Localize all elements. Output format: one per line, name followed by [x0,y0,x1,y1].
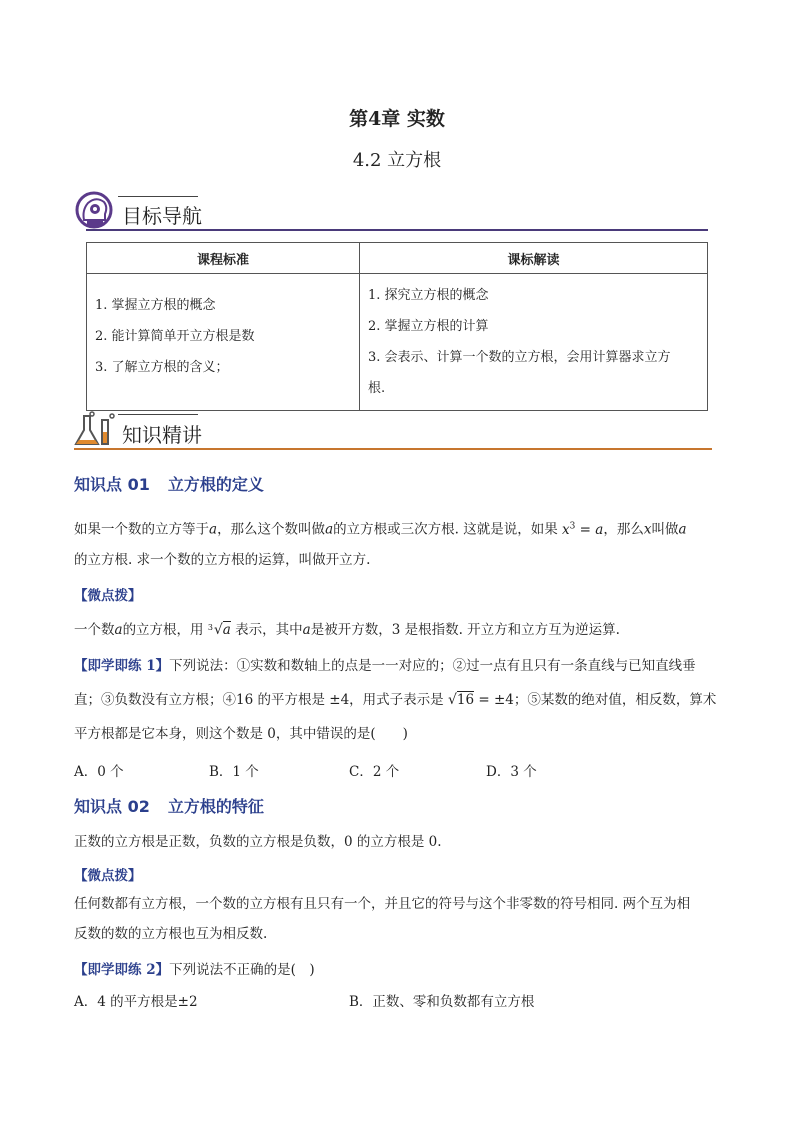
text: 直；③负数没有立方根；④16 的平方根是 ±4，用式子表示是 [74,692,444,708]
cube-root-symbol: 3 √a [208,614,231,646]
kp2-tip-label: 【微点拨】 [74,868,142,884]
kp2-label: 知识点 02 [74,797,150,816]
kp1-exercise-line3: 平方根都是它本身，则这个数是 0，其中错误的是( ) [74,726,408,742]
knowledge-banner-icon [72,410,118,448]
kp1-option-d[interactable]: D．3 个 [486,764,537,780]
knowledge-banner-rule [74,448,712,450]
kp1-definition-line1 [74,510,722,546]
goals-header-standard: 课程标准 [87,243,360,274]
text: 下列说法不正确的是( ) [169,962,315,978]
goals-table [86,242,708,411]
math-index: 3 [207,623,213,632]
goals-left-item: 1. 掌握立方根的概念 [95,298,216,313]
goals-right-item: 1. 探究立方根的概念 [368,288,489,303]
chapter-title: 第4章 实数 [349,108,445,130]
goals-right-item: 3. 会表示、计算一个数的立方根，会用计算器求立方 [368,350,671,365]
knowledge-banner-topline [118,414,198,415]
kp1-heading [74,472,264,495]
kp1-option-c[interactable]: C．2 个 [349,764,400,780]
goals-left-item: 2. 能计算简单开立方根是数 [95,329,255,344]
kp2-heading [74,794,264,817]
math-radicand: a [222,622,231,638]
kp1-exercise-line1 [74,650,722,682]
knowledge-banner-title: 知识精讲 [122,423,202,447]
text: 的立方根或三次方根. 这就是说，如果 [333,521,558,538]
kp1-title: 立方根的定义 [167,475,264,494]
goals-banner-topline [118,196,198,197]
math-a: a [678,521,687,538]
flask-icon [72,410,118,448]
kp2-option-a[interactable]: A．4 的平方根是±2 [74,994,198,1010]
math-x: x [643,521,652,538]
text: 是被开方数，3 是根指数. 开立方和立方互为逆运算. [310,622,620,638]
text: 如果一个数的立方等于 [74,521,209,538]
kp1-definition-line2: 的立方根. 求一个数的立方根的运算，叫做开立方. [74,552,371,568]
kp1-exercise-line2 [74,684,722,716]
math-a: a [302,622,311,638]
kp2-text: 正数的立方根是正数，负数的立方根是负数，0 的立方根是 0. [74,834,442,850]
math-a: a [325,521,334,538]
brain-head-icon [74,190,116,232]
goals-banner-icon [74,190,116,232]
kp2-option-b[interactable]: B．正数、零和负数都有立方根 [349,994,535,1010]
math-eq: = a [575,521,604,538]
kp2-tip-line1: 任何数都有立方根，一个数的立方根有且只有一个，并且它的符号与这个非零数的符号相同. 两个互为相 [74,896,691,912]
math-exp: 3 [569,521,576,531]
goals-right-cell [360,274,708,411]
text: ，那么 [603,521,644,538]
section-title: 4.2 立方根 [352,150,442,171]
text: ，那么这个数叫做 [217,521,326,538]
formula-x-cubed [562,522,603,538]
kp2-tip-line2: 反数的数的立方根也互为相反数. [74,926,268,942]
text: 叫做 [651,521,679,538]
kp1-label: 知识点 01 [74,475,150,494]
exercise-tag: 【即学即练 1】 [74,658,170,674]
goals-right-item: 2. 掌握立方根的计算 [368,319,489,334]
kp2-exercise [74,954,722,986]
math-eq: = ±4 [474,692,514,708]
kp2-title: 立方根的特征 [167,797,264,816]
goals-banner-rule [86,229,708,231]
text: ；⑤某数的绝对值，相反数，算术 [513,692,717,708]
text: 下列说法：①实数和数轴上的点是一一对应的；②过一点有且只有一条直线与已知直线垂 [169,658,696,674]
goals-left-item: 3. 了解立方根的含义； [95,360,229,375]
text: 一个数 [74,622,115,638]
goals-banner-title: 目标导航 [122,204,202,228]
goals-left-cell [87,274,360,411]
kp1-tip-text [74,614,722,646]
math-a: a [209,521,218,538]
math-radicand: 16 [456,692,475,708]
math-a: a [114,622,123,638]
goals-right-item: 根. [368,381,386,396]
exercise-tag: 【即学即练 2】 [74,962,170,978]
sqrt-16: √16 = ±4 [447,692,514,708]
text: 的立方根，用 [122,622,204,638]
kp1-option-b[interactable]: B．1 个 [209,764,259,780]
text: 表示，其中 [235,622,303,638]
kp1-option-a[interactable]: A．0 个 [74,764,124,780]
math-x: x [562,521,570,538]
kp1-tip-label: 【微点拨】 [74,588,142,604]
goals-header-interpretation: 课标解读 [360,243,708,274]
